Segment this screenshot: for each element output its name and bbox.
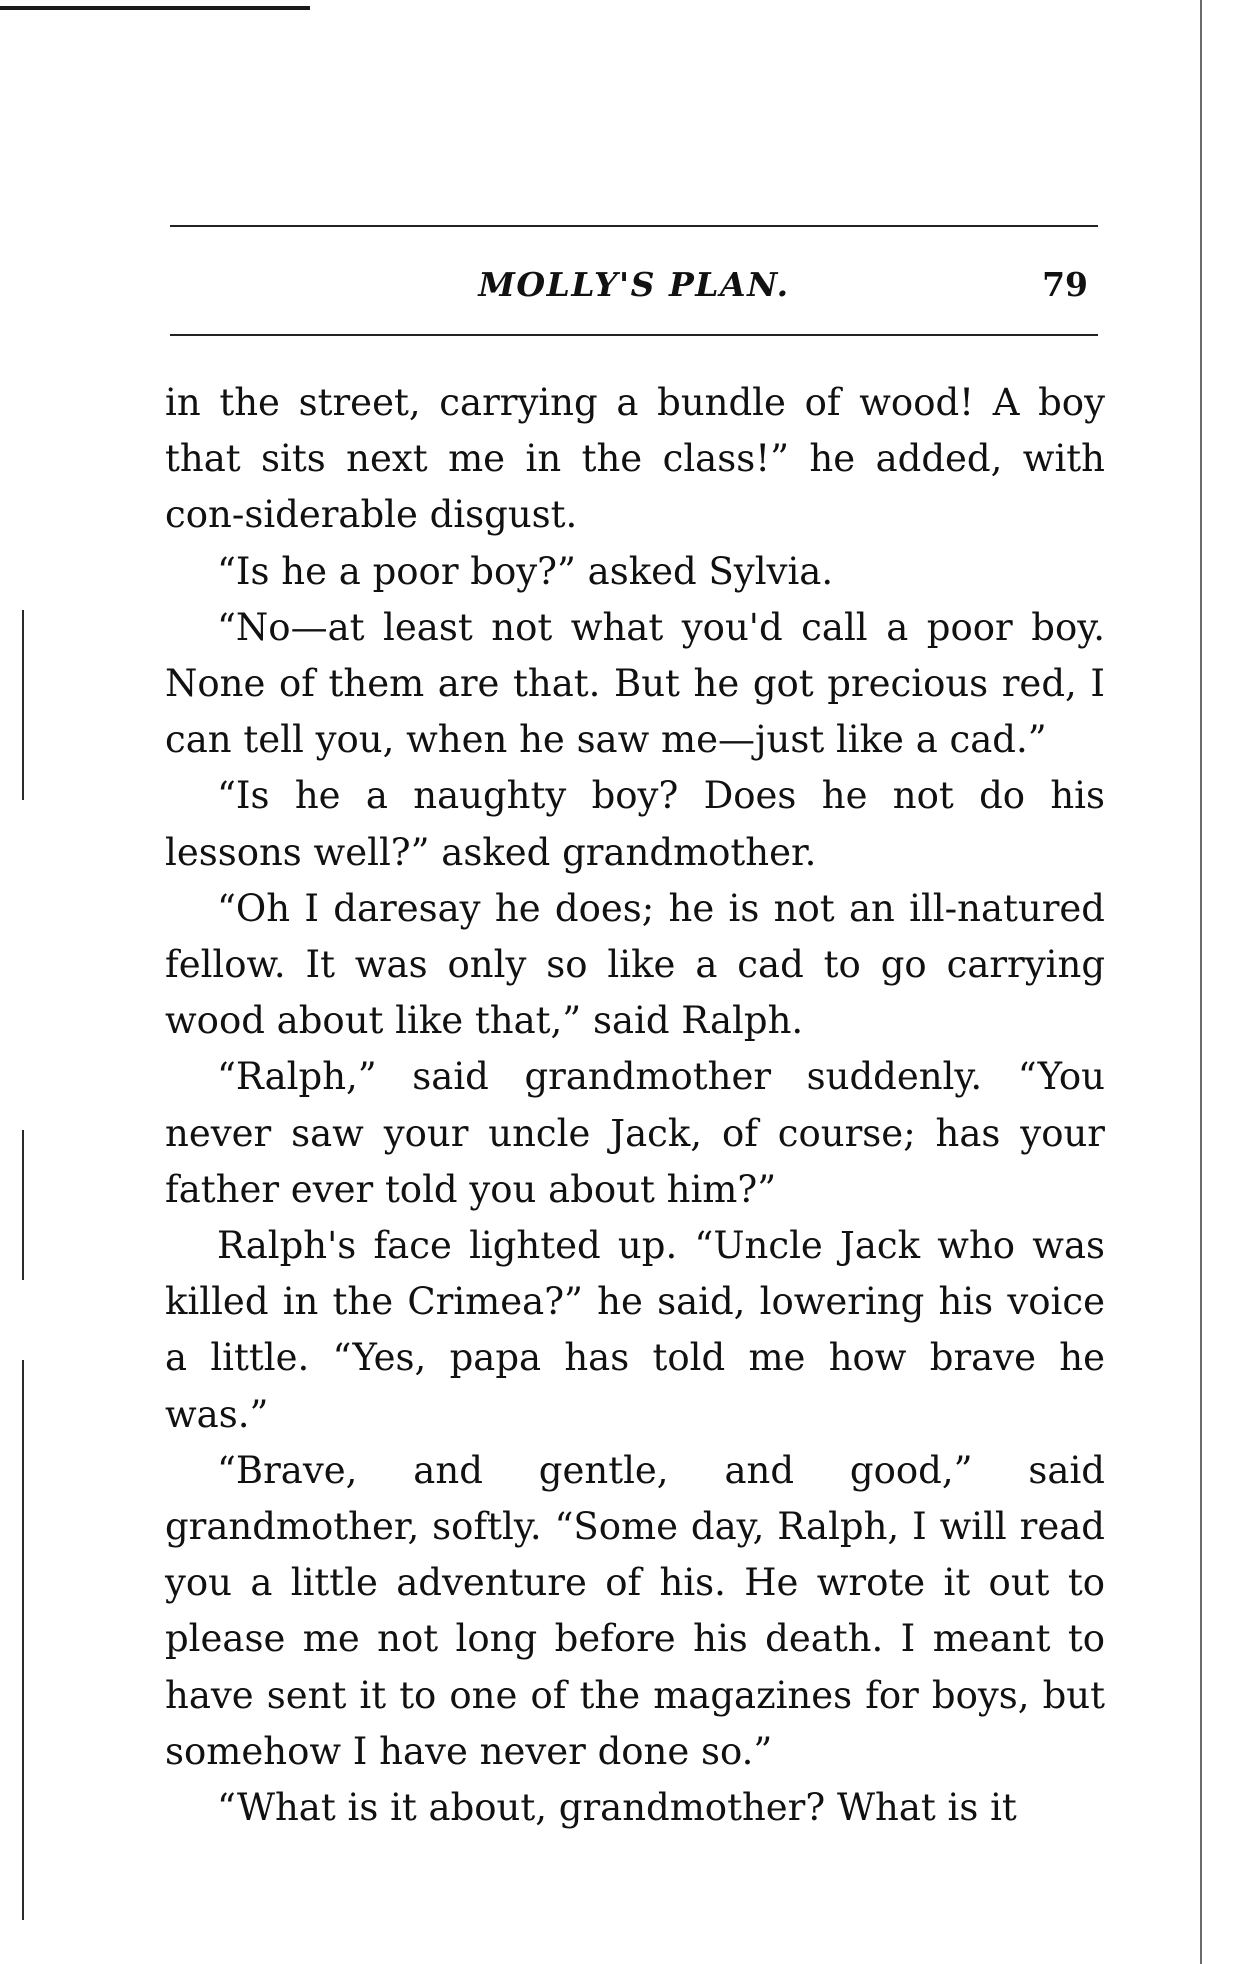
binding-mark xyxy=(22,1130,24,1280)
binding-edge xyxy=(10,0,40,1964)
running-head xyxy=(170,265,1098,315)
paragraph: “Brave, and gentle, and good,” said grandmother, softly. “Some day, Ralph, I will read you a little adventure of his. He wrote it out to please me not long before his death. I meant to have sent it to one of the magazines for boys, but somehow I have never done so.” xyxy=(165,1448,1105,1773)
paragraph: “Ralph,” said grandmother suddenly. “You never saw your uncle Jack, of course; has your father ever told you about him?” xyxy=(165,1055,1105,1211)
paragraph: “What is it about, grandmother? What is it xyxy=(217,1786,1017,1830)
header-rule-top xyxy=(170,225,1098,227)
binding-mark xyxy=(22,610,24,800)
paragraph: “Is he a poor boy?” asked Sylvia. xyxy=(217,549,834,593)
body-text xyxy=(165,375,1105,1836)
paragraph: in the street, carrying a bundle of wood! A boy that sits next me in the class!” he added, with con-siderable disgust. xyxy=(165,381,1105,537)
page-number: 79 xyxy=(1042,265,1088,304)
paragraph: “Oh I daresay he does; he is not an ill-natured fellow. It was only so like a cad to go carrying wood about like that,” said Ralph. xyxy=(165,886,1105,1043)
page-right-edge xyxy=(1200,0,1202,1964)
chapter-title: MOLLY'S PLAN. xyxy=(478,265,790,304)
paragraph: “Is he a naughty boy? Does he not do his lessons well?” asked grandmother. xyxy=(165,774,1105,874)
header-rule-bottom xyxy=(170,334,1098,336)
paragraph: “No—at least not what you'd call a poor boy. None of them are that. But he got precious red, I can tell you, when he saw me—just like a cad.” xyxy=(165,605,1105,762)
binding-mark xyxy=(22,1360,24,1920)
paragraph: Ralph's face lighted up. “Uncle Jack who was killed in the Crimea?” he said, lowering his voice a little. “Yes, papa has told me how brave he was.” xyxy=(165,1224,1105,1436)
top-edge-rule xyxy=(0,6,310,10)
